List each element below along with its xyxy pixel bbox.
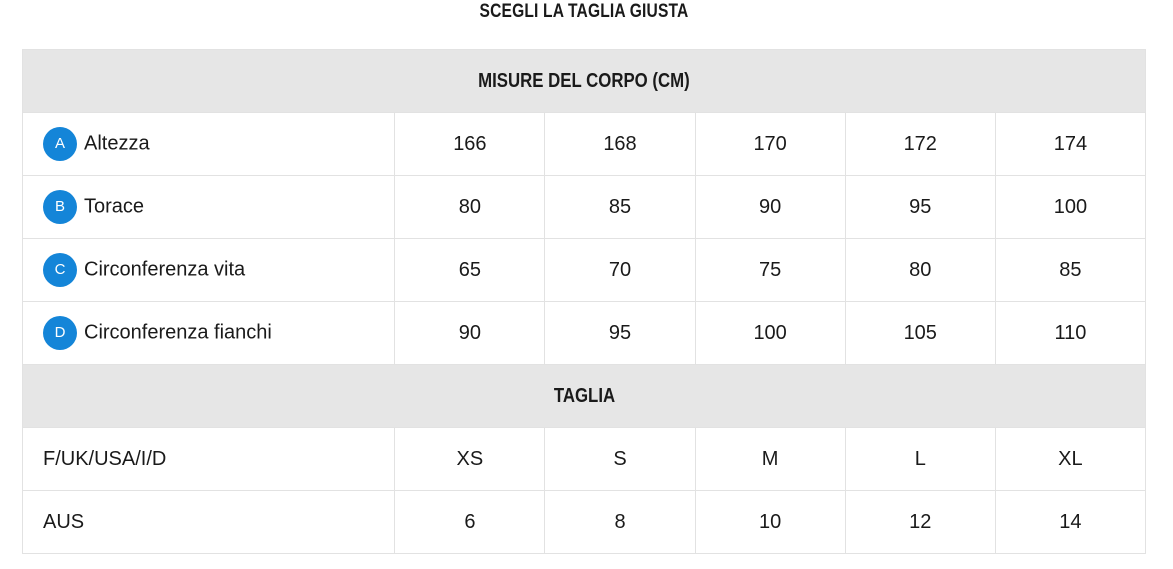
table-cell: 70 xyxy=(545,239,695,302)
table-row xyxy=(23,428,1146,491)
body-measurements-header-row xyxy=(23,50,1146,113)
size-chart-table xyxy=(22,49,1146,554)
table-cell: XS xyxy=(395,428,545,491)
table-cell: 105 xyxy=(845,302,995,365)
row-label-text: Torace xyxy=(84,195,145,218)
row-label: AUS xyxy=(23,491,395,554)
badge-a: A xyxy=(43,127,77,161)
row-label xyxy=(23,239,395,302)
table-cell: 110 xyxy=(995,302,1145,365)
size-header-row xyxy=(23,365,1146,428)
table-cell: 80 xyxy=(395,176,545,239)
table-cell: 100 xyxy=(695,302,845,365)
table-cell: 80 xyxy=(845,239,995,302)
table-cell: 168 xyxy=(545,113,695,176)
badge-c: C xyxy=(43,253,77,287)
table-cell: 65 xyxy=(395,239,545,302)
table-cell: 95 xyxy=(545,302,695,365)
table-row xyxy=(23,491,1146,554)
row-label-text: Circonferenza vita xyxy=(84,258,246,281)
row-label xyxy=(23,113,395,176)
table-cell: 8 xyxy=(545,491,695,554)
table-cell: 85 xyxy=(995,239,1145,302)
table-cell: 12 xyxy=(845,491,995,554)
table-cell: 95 xyxy=(845,176,995,239)
table-cell: 90 xyxy=(395,302,545,365)
table-row xyxy=(23,113,1146,176)
row-label xyxy=(23,302,395,365)
badge-d: D xyxy=(43,316,77,350)
table-cell: 85 xyxy=(545,176,695,239)
badge-b: B xyxy=(43,190,77,224)
table-cell: M xyxy=(695,428,845,491)
table-cell: 14 xyxy=(995,491,1145,554)
table-cell: 166 xyxy=(395,113,545,176)
table-cell: 170 xyxy=(695,113,845,176)
table-row xyxy=(23,239,1146,302)
row-label-text: Altezza xyxy=(84,132,150,155)
size-header: TAGLIA xyxy=(23,365,1146,428)
body-measurements-header: MISURE DEL CORPO (CM) xyxy=(23,50,1146,113)
row-label xyxy=(23,176,395,239)
table-cell: 174 xyxy=(995,113,1145,176)
table-cell: S xyxy=(545,428,695,491)
table-cell: L xyxy=(845,428,995,491)
table-cell: XL xyxy=(995,428,1145,491)
table-row xyxy=(23,302,1146,365)
table-cell: 6 xyxy=(395,491,545,554)
table-cell: 90 xyxy=(695,176,845,239)
row-label: F/UK/USA/I/D xyxy=(23,428,395,491)
table-cell: 100 xyxy=(995,176,1145,239)
table-row xyxy=(23,176,1146,239)
page-title: SCEGLI LA TAGLIA GIUSTA xyxy=(479,1,689,22)
row-label-text: Circonferenza fianchi xyxy=(84,321,272,344)
table-cell: 172 xyxy=(845,113,995,176)
table-cell: 10 xyxy=(695,491,845,554)
table-cell: 75 xyxy=(695,239,845,302)
